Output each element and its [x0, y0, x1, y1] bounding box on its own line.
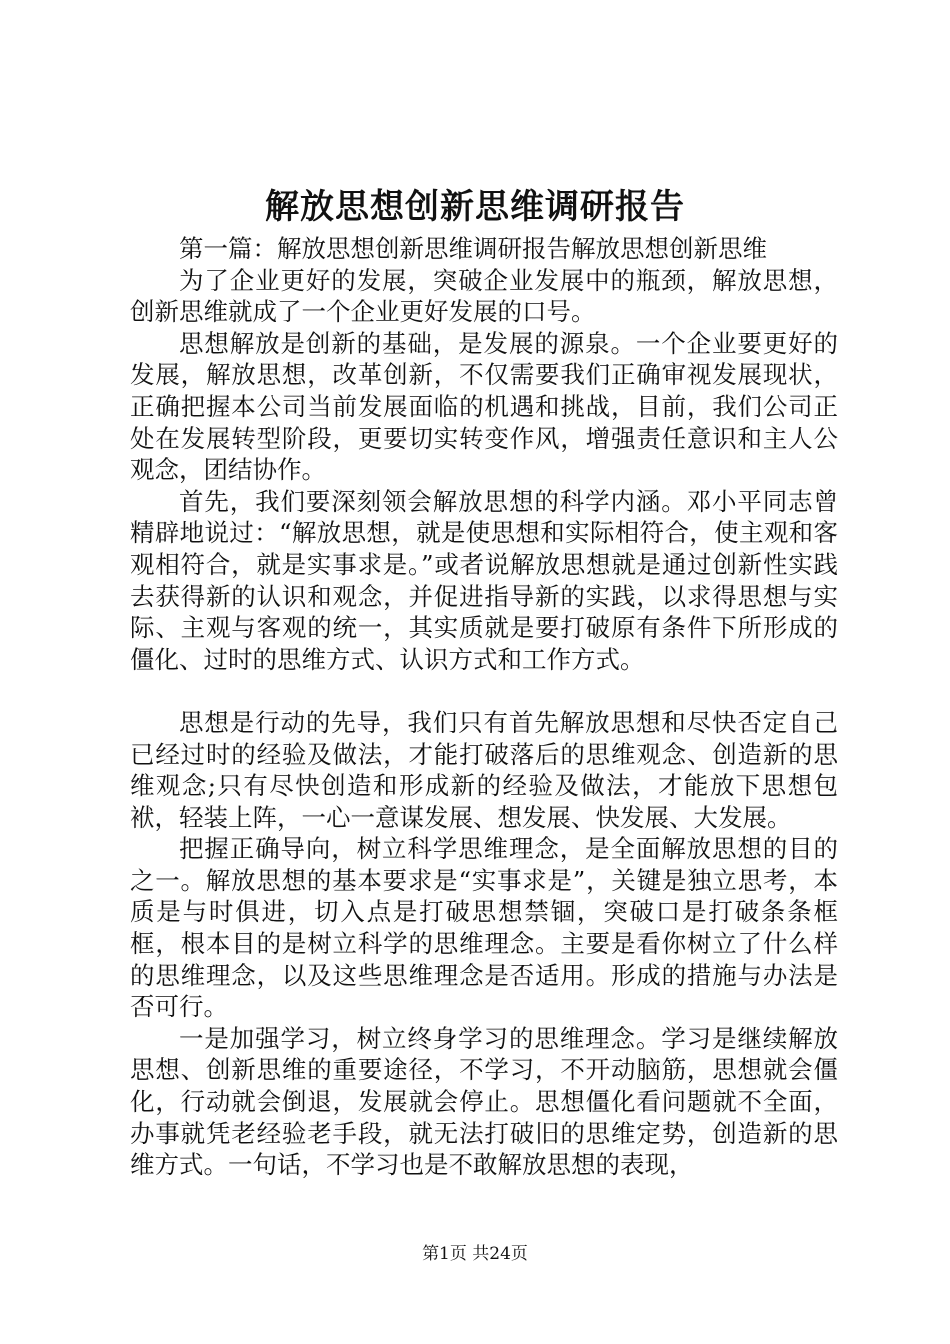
paragraph: 把握正确导向，树立科学思维理念，是全面解放思想的目的之一。解放思想的基本要求是“实事求是”，关键是独立思考，本质是与时俱进，切入点是打破思想禁锢，突破口是打破条条框框，根本目的是树立科学的思维理念。主要是看你树立了什么样的思维理念，以及这些思维理念是否适用。形成的措施与办法是否可行。: [130, 834, 838, 1022]
paragraph: 为了企业更好的发展，突破企业发展中的瓶颈，解放思想，创新思维就成了一个企业更好发展的口号。: [130, 265, 838, 327]
paragraph: 思想是行动的先导，我们只有首先解放思想和尽快否定自己已经过时的经验及做法，才能打破落后的思维观念、创造新的思维观念;只有尽快创造和形成新的经验及做法，才能放下思想包袱，轻装上阵，一心一意谋发展、想发展、快发展、大发展。: [130, 707, 838, 832]
paragraph: 一是加强学习，树立终身学习的思维理念。学习是继续解放思想、创新思维的重要途径，不学习，不开动脑筋，思想就会僵化，行动就会倒退，发展就会停止。思想僵化看问题就不全面，办事就凭老经验老手段，就无法打破旧的思维定势，创造新的思维方式。一句话，不学习也是不敢解放思想的表现，: [130, 1023, 838, 1180]
document-body: [130, 233, 838, 1181]
paragraph: 首先，我们要深刻领会解放思想的科学内涵。邓小平同志曾精辟地说过：“解放思想，就是使思想和实际相符合，使主观和客观相符合，就是实事求是。”或者说解放思想就是通过创新性实践去获得新的认识和观念，并促进指导新的实践，以求得思想与实际、主观与客观的统一，其实质就是要打破原有条件下所形成的僵化、过时的思维方式、认识方式和工作方式。: [130, 486, 838, 674]
paragraph: 思想解放是创新的基础，是发展的源泉。一个企业要更好的发展，解放思想，改革创新，不仅需要我们正确审视发展现状，正确把握本公司当前发展面临的机遇和挑战，目前，我们公司正处在发展转型阶段，更要切实转变作风，增强责任意识和主人公观念，团结协作。: [130, 328, 838, 485]
paragraph: 第一篇：解放思想创新思维调研报告解放思想创新思维: [179, 234, 767, 263]
page-number-footer: 第1页 共24页: [422, 1244, 528, 1264]
document-title: 解放思想创新思维调研报告: [265, 187, 685, 227]
